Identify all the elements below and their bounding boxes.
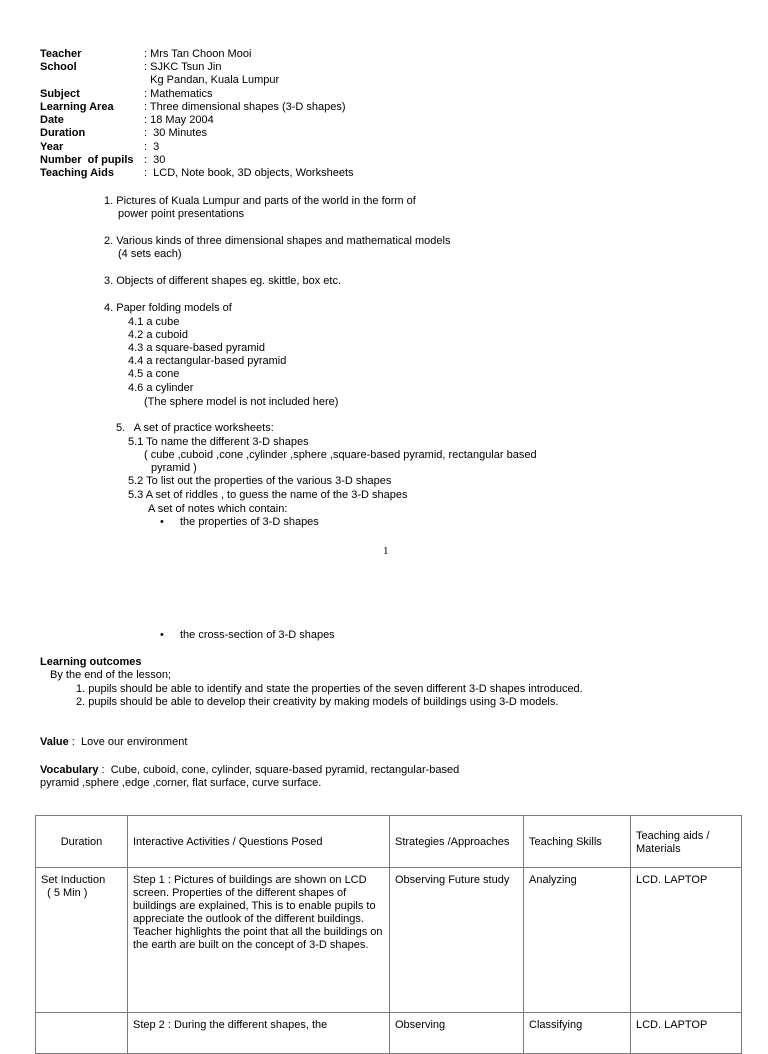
vocabulary-label: Vocabulary: [40, 764, 99, 776]
header-key: Teaching Aids: [40, 167, 114, 179]
header-value: : SJKC Tsun Jin: [144, 61, 222, 73]
header-row-pupils: [40, 154, 640, 167]
bullet-item: • the cross-section of 3-D shapes: [180, 629, 335, 642]
table-cell-strategy: Observing Future study: [390, 868, 524, 1013]
list-item: 2. Various kinds of three dimensional shapes and mathematical models: [104, 235, 451, 247]
table-header-row: [36, 816, 742, 868]
header-row-learning-area: [40, 101, 640, 114]
header-value: : LCD, Note book, 3D objects, Worksheets: [144, 167, 354, 179]
header-key: School: [40, 61, 77, 73]
note: (The sphere model is not included here): [144, 396, 339, 408]
vocabulary-line: [40, 764, 459, 777]
table-header-cell: Teaching Skills: [524, 816, 631, 868]
table-header-cell: Strategies /Approaches: [390, 816, 524, 868]
header-key: Teacher: [40, 48, 82, 60]
sub-list-item: 4.4 a rectangular-based pyramid: [128, 355, 287, 367]
sub-list-item: 4.2 a cuboid: [128, 329, 188, 341]
table-cell-aids: LCD. LAPTOP: [631, 1013, 742, 1054]
table-row: [36, 868, 742, 1013]
sub-list-item: 4.6 a cylinder: [128, 382, 194, 394]
value-line: [40, 736, 187, 749]
table-cell-duration: [36, 1013, 128, 1054]
outcomes-heading: Learning outcomes: [40, 656, 142, 668]
sub-list-detail: pyramid ): [151, 462, 197, 474]
table-header-cell: Interactive Activities / Questions Posed: [128, 816, 390, 868]
header-row-teaching-aids: [40, 167, 640, 180]
sub-list-detail: ( cube ,cuboid ,cone ,cylinder ,sphere ,square-based pyramid, rectangular based: [144, 449, 537, 461]
table-header-cell: Duration: [36, 816, 128, 868]
header-key: Learning Area: [40, 101, 114, 113]
sub-list-item: 5.2 To list out the properties of the various 3-D shapes: [128, 475, 392, 487]
outcome-item: 2. pupils should be able to develop their creativity by making models of buildings using 3-D models.: [76, 696, 559, 708]
vocabulary-continuation: pyramid ,sphere ,edge ,corner, flat surface, curve surface.: [40, 777, 322, 789]
header-row-subject: [40, 88, 640, 101]
sub-list-item: 4.3 a square-based pyramid: [128, 342, 265, 354]
table-header-cell: Teaching aids / Materials: [631, 816, 742, 868]
bullet-item: • the properties of 3-D shapes: [180, 516, 319, 529]
list-item: 4. Paper folding models of: [104, 302, 232, 314]
header-row-school: [40, 61, 640, 74]
sub-list-item: 5.1 To name the different 3-D shapes: [128, 436, 309, 448]
table-cell-duration: Set Induction ( 5 Min ): [36, 868, 128, 1013]
header-value: : 30: [144, 154, 166, 166]
sub-list-item: 4.1 a cube: [128, 316, 180, 328]
table-cell-skill: Classifying: [524, 1013, 631, 1054]
table-cell-aids: LCD. LAPTOP: [631, 868, 742, 1013]
list-item-continuation: (4 sets each): [118, 248, 182, 260]
header-value: : 3: [144, 141, 160, 153]
header-key: Number of pupils: [40, 154, 134, 166]
header-key: Duration: [40, 127, 86, 139]
table-cell-activity: Step 1 : Pictures of buildings are shown on LCD screen. Properties of the different shapes of buildings are explained, This is to enable pupils to appreciate the outlook of the different buildings. Teacher highlights the point that all the buildings on the earth are built on the concept of 3-D shapes.: [128, 868, 390, 1013]
list-item: 3. Objects of different shapes eg. skittle, box etc.: [104, 275, 342, 287]
outcome-item: 1. pupils should be able to identify and state the properties of the seven different 3-D shapes introduced.: [76, 683, 583, 695]
sub-list-item: 5.3 A set of riddles , to guess the name of the 3-D shapes: [128, 489, 408, 501]
list-item-continuation: power point presentations: [118, 208, 244, 220]
table-cell-skill: Analyzing: [524, 868, 631, 1013]
header-key: Year: [40, 141, 64, 153]
header-row-date: [40, 114, 640, 127]
value-text: : Love our environment: [68, 736, 188, 748]
header-value: : Mathematics: [144, 88, 213, 100]
page-number: 1: [383, 545, 389, 557]
table-cell-strategy: Observing: [390, 1013, 524, 1054]
header-value: : 30 Minutes: [144, 127, 207, 139]
vocabulary-text: : Cube, cuboid, cone, cylinder, square-based pyramid, rectangular-based: [98, 764, 460, 776]
list-item: 5. A set of practice worksheets:: [116, 422, 274, 434]
lesson-table: [35, 815, 742, 1054]
table-cell-activity: Step 2 : During the different shapes, the: [128, 1013, 390, 1054]
header-row-teacher: [40, 48, 640, 61]
table-row: [36, 1013, 742, 1054]
header-value: : 18 May 2004: [144, 114, 214, 126]
header-key: Date: [40, 114, 64, 126]
header-row-school-address: [40, 74, 640, 87]
header-value: Kg Pandan, Kuala Lumpur: [144, 74, 280, 86]
notes-intro: A set of notes which contain:: [148, 503, 288, 515]
sub-list-item: 4.5 a cone: [128, 368, 180, 380]
header-key: Subject: [40, 88, 80, 100]
value-label: Value: [40, 736, 69, 748]
list-item: 1. Pictures of Kuala Lumpur and parts of the world in the form of: [104, 195, 416, 207]
header-value: : Three dimensional shapes (3-D shapes): [144, 101, 346, 113]
outcomes-intro: By the end of the lesson;: [50, 669, 172, 681]
header-row-duration: [40, 127, 640, 140]
header-value: : Mrs Tan Choon Mooi: [144, 48, 252, 60]
header-row-year: [40, 141, 640, 154]
